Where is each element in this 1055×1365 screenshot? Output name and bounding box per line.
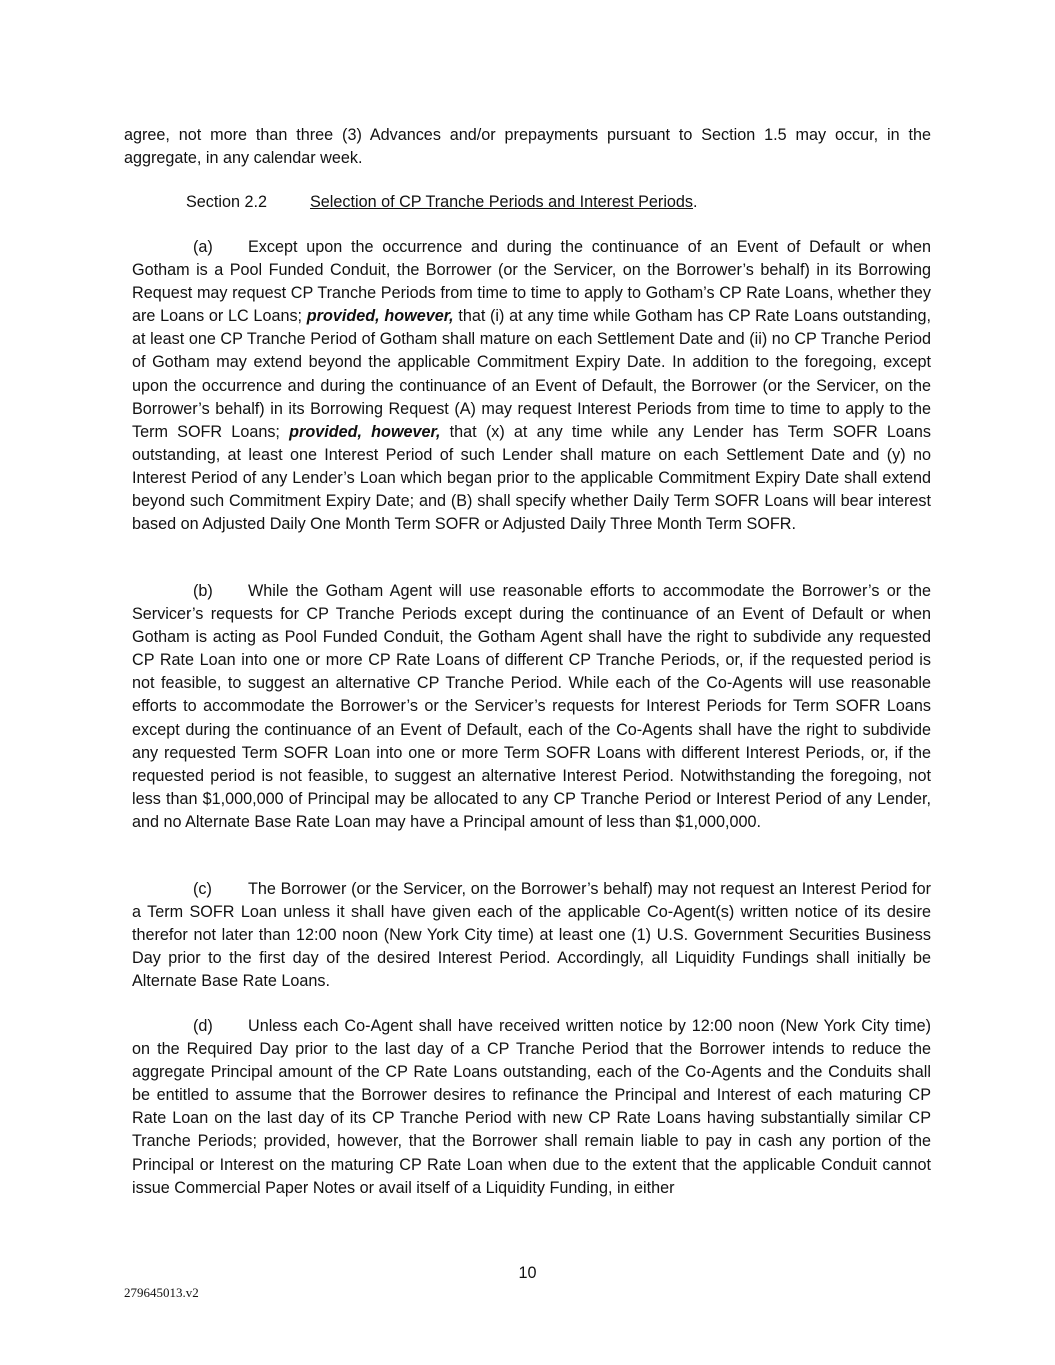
paragraph-c (132, 878, 931, 993)
section-number: Section 2.2 (186, 193, 267, 211)
section-title-period: . (693, 193, 698, 211)
intro-paragraph: agree, not more than three (3) Advances and/or prepayments pursuant to Section 1.5 may occur, in the aggregate, in any calendar week. (124, 126, 931, 168)
paragraph-b-text: While the Gotham Agent will use reasonable efforts to accommodate the Borrower’s or the Servicer’s requests for CP Tranche Periods except during the continuance of an Event of Default or when Gotham is acting as Pool Funded Conduit, the Gotham Agent shall have the right to subdivide any requested CP Rate Loan into one or more CP Rate Loans of different CP Tranche Periods, or, if the requested period is not feasible, to suggest an alternative CP Tranche Period. While each of the Co-Agents will use reasonable efforts to accommodate the Borrower’s or the Servicer’s requests for Interest Periods for Term SOFR Loans except during the continuance of an Event of Default, each of the Co-Agents shall have the right to subdivide any requested Term SOFR Loan into one or more Term SOFR Loans with different Interest Periods, or, if the requested period is not feasible, to suggest an alternative Interest Period. Notwithstanding the foregoing, not less than $1,000,000 of Principal may be allocated to any CP Tranche Period or Interest Period of any Lender, and no Alternate Base Rate Loan may have a Principal amount of less than $1,000,000. (132, 582, 931, 831)
section-title: Selection of CP Tranche Periods and Interest Periods (310, 193, 694, 211)
paragraph-b-label: (b) (193, 582, 213, 600)
paragraph-a-text-2: that (i) at any time while Gotham has CP Rate Loans outstanding, at least one CP Tranche Period of Gotham shall mature on each Settlement Date and (ii) no CP Tranche Period of Gotham may extend beyond the applicable Commitment Expiry Date. In addition to the foregoing, except upon the occurrence and during the continuance of an Event of Default, the Borrower (or the Servicer, on the Borrower’s behalf) in its Borrowing Request (A) may request Interest Periods from time to time to apply to the Term SOFR Loans; (132, 307, 931, 441)
paragraph-a (132, 236, 931, 536)
paragraph-a-text-3: that (x) at any time while any Lender has Term SOFR Loans outstanding, at least one Interest Period of such Lender shall mature on each Settlement Date and (y) no Interest Period of any Lender’s Loan which began prior to the applicable Commitment Expiry Date shall extend beyond such Commitment Expiry Date; and (B) shall specify whether Daily Term SOFR Loans will bear interest based on Adjusted Daily One Month Term SOFR or Adjusted Daily Three Month Term SOFR. (132, 422, 932, 534)
paragraph-d (132, 1015, 931, 1200)
paragraph-d-text: Unless each Co-Agent shall have received written notice by 12:00 noon (New York City time) on the Required Day prior to the last day of a CP Tranche Period that the Borrower intends to reduce the aggregate Principal amount of the CP Rate Loans outstanding, each of the Co-Agents and the Conduits shall be entitled to assume that the Borrower desires to refinance the Principal and Interest of each maturing CP Rate Loan on the last day of its CP Tranche Period with new CP Rate Loans having substantially similar CP Tranche Periods; provided, however, that the Borrower shall remain liable to pay in cash any portion of the Principal or Interest on the maturing CP Rate Loan when due to the extent that the applicable Conduit cannot issue Commercial Paper Notes or avail itself of a Liquidity Funding, in either (132, 1017, 931, 1197)
paragraph-a-emphasis-1: provided, however, (306, 307, 454, 326)
paragraph-a-emphasis-2: provided, however, (289, 422, 441, 441)
paragraph-c-text: The Borrower (or the Servicer, on the Borrower’s behalf) may not request an Interest Period for a Term SOFR Loan unless it shall have given each of the applicable Co-Agent(s) written notice of its desire therefor not later than 12:00 noon (New York City time) at least one (1) U.S. Government Securities Business Day prior to the first day of the desired Interest Period. Accordingly, all Liquidity Fundings shall initially be Alternate Base Rate Loans. (132, 880, 931, 991)
paragraph-b (132, 580, 931, 834)
page-number: 10 (518, 1264, 537, 1282)
paragraph-c-label: (c) (193, 880, 212, 898)
paragraph-a-text-1: Except upon the occurrence and during the continuance of an Event of Default or when Gotham is a Pool Funded Conduit, the Borrower (or the Servicer, on the Borrower’s behalf) in its Borrowing Request may request CP Tranche Periods from time to time to apply to Gotham’s CP Rate Loans, whether they are Loans or LC Loans; (132, 238, 931, 326)
section-heading (186, 191, 698, 214)
document-id: 279645013.v2 (124, 1285, 199, 1300)
paragraph-d-label: (d) (193, 1017, 213, 1035)
paragraph-a-label: (a) (193, 238, 213, 256)
